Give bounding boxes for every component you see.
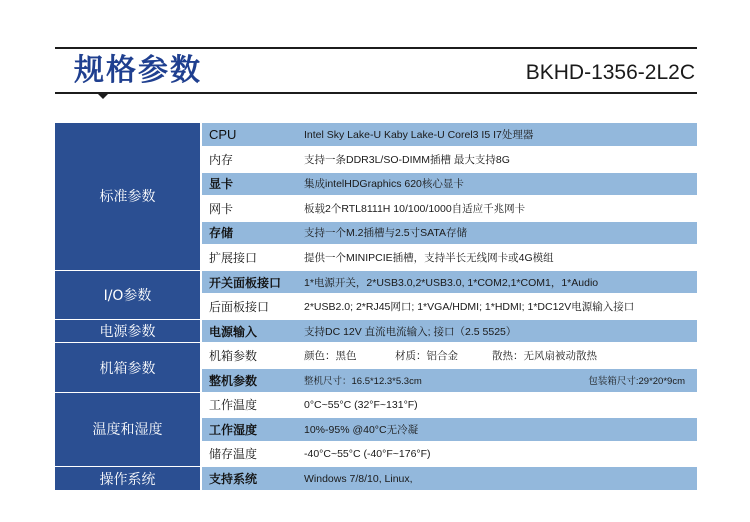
label-memory: 内存 <box>201 147 298 173</box>
value-work-temp: 0°C~55°C (32°F~131°F) <box>298 392 697 418</box>
category-environment: 温度和湿度 <box>55 392 201 467</box>
value-expansion: 提供一个MINIPCIE插槽，支持半长无线网卡或4G模组 <box>298 245 697 271</box>
value-chassis <box>298 343 697 369</box>
header-notch <box>96 92 110 99</box>
category-chassis: 机箱参数 <box>55 343 201 392</box>
chassis-cooling: 散热：无风扇被动散热 <box>492 350 597 363</box>
header-top-rule <box>55 47 697 49</box>
value-os: Windows 7/8/10, Linux, <box>298 467 697 491</box>
table-row <box>55 343 697 369</box>
table-row <box>55 270 697 294</box>
label-work-temp: 工作温度 <box>201 392 298 418</box>
value-cpu: Intel Sky Lake-U Kaby Lake-U Corel3 I5 I7处理器 <box>298 123 697 147</box>
value-storage: 支持一个M.2插槽与2.5寸SATA存储 <box>298 221 697 245</box>
header-bottom-rule <box>55 92 697 94</box>
page-title: 规格参数 <box>74 53 202 88</box>
table-row <box>55 392 697 418</box>
label-expansion: 扩展接口 <box>201 245 298 271</box>
package-size: 包装箱尺寸:29*20*9cm <box>588 376 685 388</box>
label-store-temp: 储存温度 <box>201 441 298 467</box>
label-power-input: 电源输入 <box>201 319 298 343</box>
machine-size: 整机尺寸：16.5*12.3*5.3cm <box>304 376 422 388</box>
value-network: 板载2个RTL8111H 10/100/1000自适应千兆网卡 <box>298 196 697 222</box>
model-number: BKHD-1356-2L2C <box>525 61 695 84</box>
category-standard: 标准参数 <box>55 123 201 270</box>
label-gpu: 显卡 <box>201 172 298 196</box>
label-rear-panel: 后面板接口 <box>201 294 298 320</box>
label-chassis: 机箱参数 <box>201 343 298 369</box>
value-humidity: 10%-95% @40°C无冷凝 <box>298 418 697 442</box>
table-row <box>55 319 697 343</box>
label-front-panel: 开关面板接口 <box>201 270 298 294</box>
label-size: 整机参数 <box>201 369 298 393</box>
value-memory: 支持一条DDR3L/SO-DIMM插槽 最大支持8G <box>298 147 697 173</box>
label-storage: 存储 <box>201 221 298 245</box>
table-row <box>55 467 697 491</box>
chassis-material: 材质：铝合金 <box>395 350 458 363</box>
value-gpu: 集成intelHDGraphics 620核心显卡 <box>298 172 697 196</box>
chassis-color: 颜色：黑色 <box>304 350 357 363</box>
value-power-input: 支持DC 12V 直流电流输入; 接口（2.5 5525） <box>298 319 697 343</box>
label-cpu: CPU <box>201 123 298 147</box>
category-io: I/O参数 <box>55 270 201 319</box>
label-os: 支持系统 <box>201 467 298 491</box>
label-humidity: 工作湿度 <box>201 418 298 442</box>
value-store-temp: -40°C~55°C (-40°F~176°F) <box>298 441 697 467</box>
value-rear-panel: 2*USB2.0; 2*RJ45网口; 1*VGA/HDMI; 1*HDMI; 1*DC12V电源输入接口 <box>298 294 697 320</box>
spec-table <box>55 123 697 491</box>
value-front-panel: 1*电源开关，2*USB3.0,2*USB3.0, 1*COM2,1*COM1，1*Audio <box>298 270 697 294</box>
value-size <box>298 369 697 393</box>
category-power: 电源参数 <box>55 319 201 343</box>
category-os: 操作系统 <box>55 467 201 491</box>
label-network: 网卡 <box>201 196 298 222</box>
table-row <box>55 123 697 147</box>
